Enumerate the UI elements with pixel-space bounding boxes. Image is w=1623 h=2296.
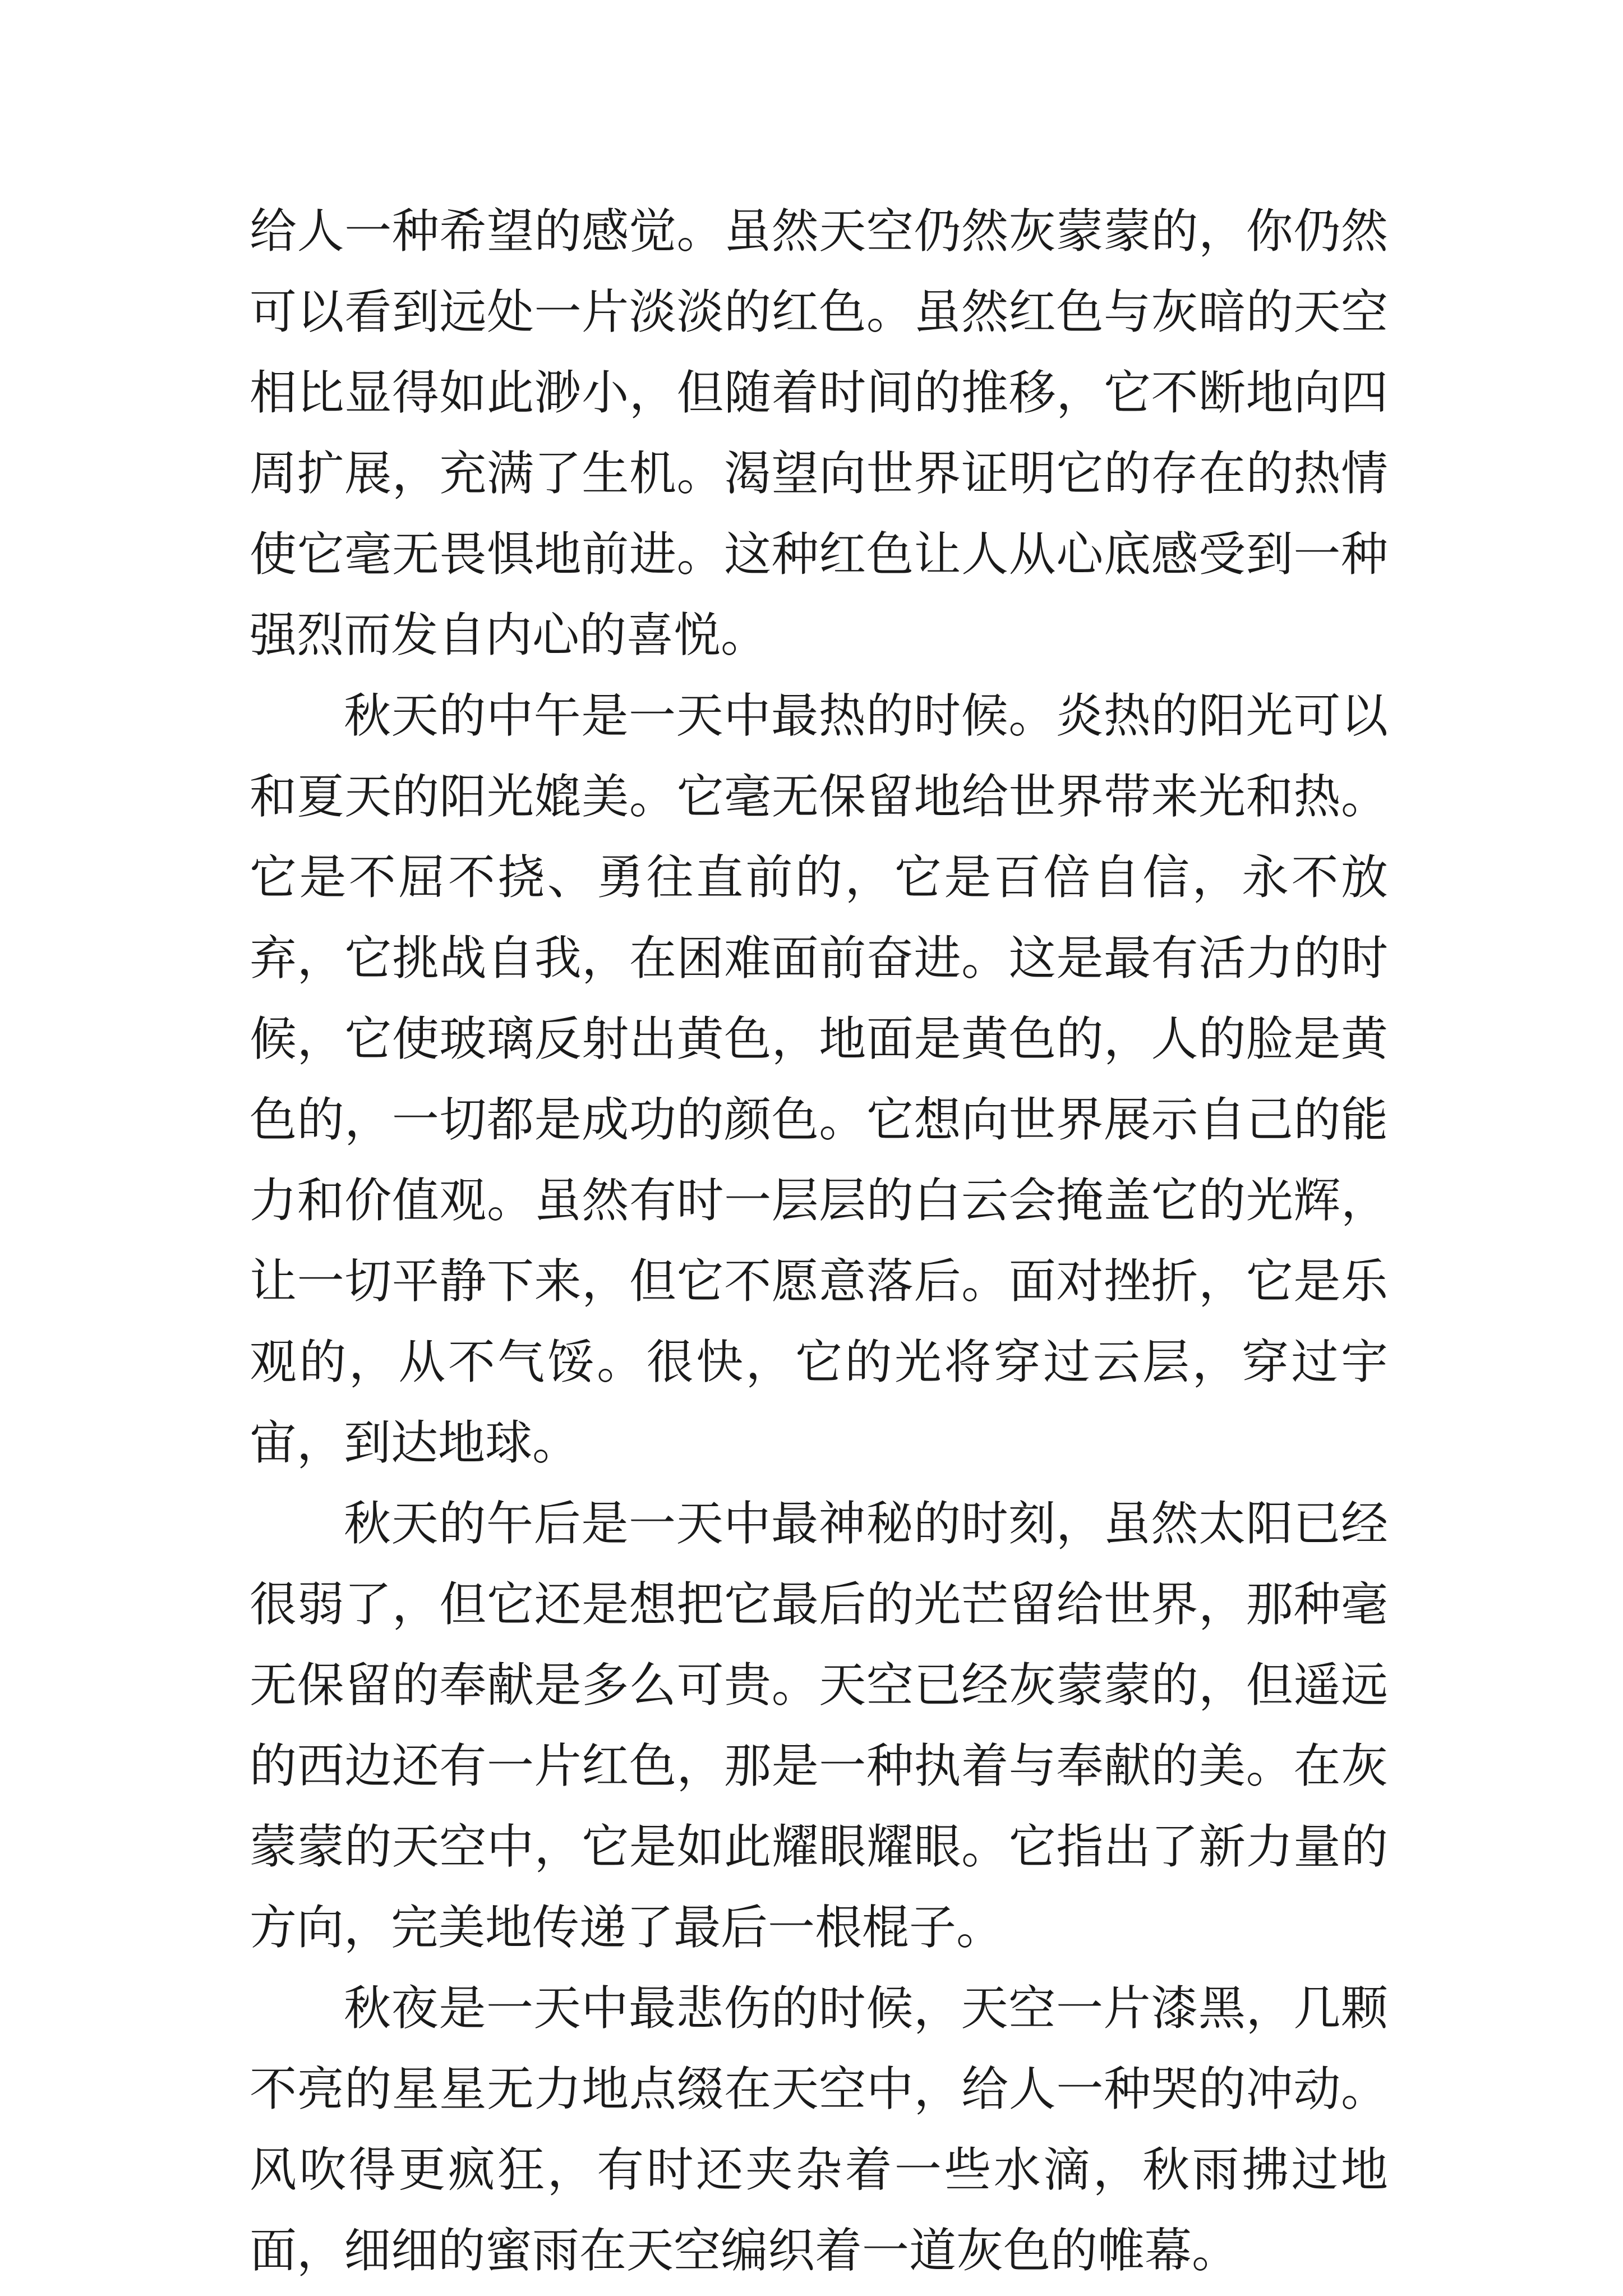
- document-body: [250, 191, 1388, 2291]
- paragraph-3: 秋天的午后是一天中最神秘的时刻，虽然太阳已经很弱了，但它还是想把它最后的光芒留给世界，那种毫无保留的奉献是多么可贵。天空已经灰蒙蒙的，但遥远的西边还有一片红色，那是一种执着与奉献的美。在灰蒙蒙的天空中，它是如此耀眼耀眼。它指出了新力量的方向，完美地传递了最后一根棍子。: [250, 1496, 1388, 1955]
- paragraph-2: 秋天的中午是一天中最热的时候。炎热的阳光可以和夏天的阳光媲美。它毫无保留地给世界带来光和热。它是不屈不挠、勇往直前的，它是百倍自信，永不放弃，它挑战自我，在困难面前奋进。这是最有活力的时候，它使玻璃反射出黄色，地面是黄色的，人的脸是黄色的，一切都是成功的颜色。它想向世界展示自己的能力和价值观。虽然有时一层层的白云会掩盖它的光辉，让一切平静下来，但它不愿意落后。面对挫折，它是乐观的，从不气馁。很快，它的光将穿过云层，穿过宇宙，到达地球。: [250, 688, 1388, 1470]
- paragraph-4: 秋夜是一天中最悲伤的时候，天空一片漆黑，几颗不亮的星星无力地点缀在天空中，给人一种哭的冲动。风吹得更疯狂，有时还夹杂着一些水滴，秋雨拂过地面，细细的蜜雨在天空编织着一道灰色的帷幕。: [250, 1981, 1388, 2278]
- paragraph-1: 给人一种希望的感觉。虽然天空仍然灰蒙蒙的，你仍然可以看到远处一片淡淡的红色。虽然红色与灰暗的天空相比显得如此渺小，但随着时间的推移，它不断地向四周扩展，充满了生机。渴望向世界证明它的存在的热情使它毫无畏惧地前进。这种红色让人从心底感受到一种强烈而发自内心的喜悦。: [250, 204, 1388, 662]
